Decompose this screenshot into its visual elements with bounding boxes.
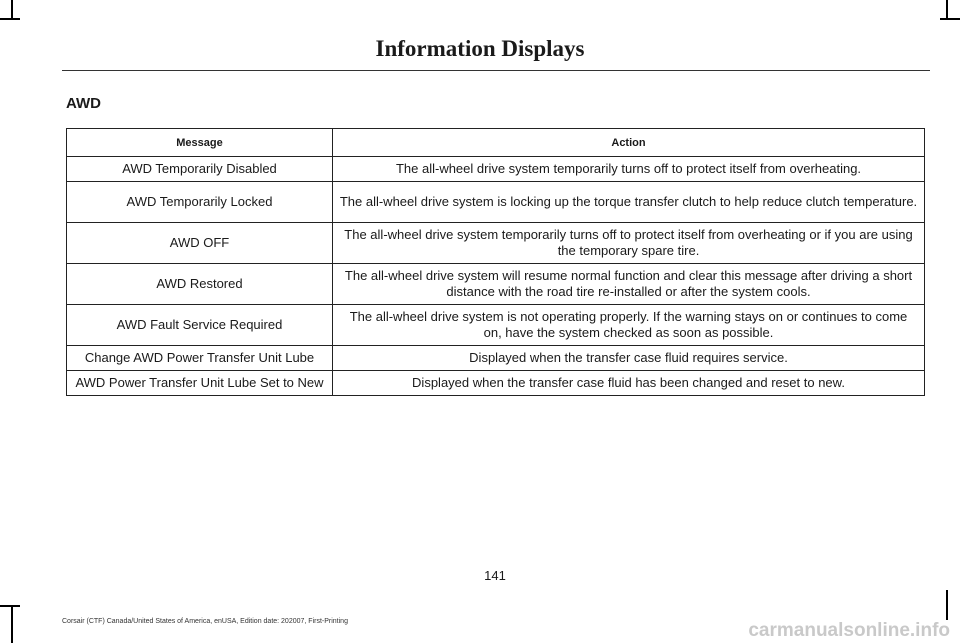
column-header-action: Action xyxy=(333,129,925,157)
action-cell: The all-wheel drive system is locking up the torque transfer clutch to help reduce clutch temperature. xyxy=(333,182,925,223)
action-cell: The all-wheel drive system temporarily turns off to protect itself from overheating or if you are using the temporary spare tire. xyxy=(333,223,925,264)
section-heading: AWD xyxy=(66,95,101,112)
table-row xyxy=(67,346,925,371)
table-row xyxy=(67,157,925,182)
awd-messages-table xyxy=(66,128,925,396)
table-header-row xyxy=(67,129,925,157)
crop-mark-bottom-right-vertical xyxy=(946,590,948,620)
watermark: carmanualsonline.info xyxy=(748,620,950,641)
action-cell: The all-wheel drive system temporarily turns off to protect itself from overheating. xyxy=(333,157,925,182)
action-cell: The all-wheel drive system will resume normal function and clear this message after driving a short distance with the road tire re-installed or after the system cools. xyxy=(333,264,925,305)
title-divider xyxy=(62,70,930,71)
message-cell: AWD Restored xyxy=(67,264,333,305)
message-cell: AWD OFF xyxy=(67,223,333,264)
action-cell: Displayed when the transfer case fluid requires service. xyxy=(333,346,925,371)
message-cell: AWD Power Transfer Unit Lube Set to New xyxy=(67,371,333,396)
page-title: Information Displays xyxy=(375,36,585,61)
table-row xyxy=(67,305,925,346)
crop-mark-top-left-horizontal xyxy=(0,18,20,20)
crop-mark-bottom-left-horizontal xyxy=(0,605,20,607)
crop-mark-top-left-vertical xyxy=(11,0,13,20)
column-header-message: Message xyxy=(67,129,333,157)
edition-footer: Corsair (CTF) Canada/United States of America, enUSA, Edition date: 202007, First-Printing xyxy=(62,618,348,625)
table-row xyxy=(67,182,925,223)
crop-mark-bottom-left-vertical xyxy=(11,605,13,643)
message-cell: AWD Fault Service Required xyxy=(67,305,333,346)
table-row xyxy=(67,223,925,264)
message-cell: AWD Temporarily Disabled xyxy=(67,157,333,182)
message-cell: Change AWD Power Transfer Unit Lube xyxy=(67,346,333,371)
crop-mark-top-right-vertical xyxy=(946,0,948,20)
crop-mark-top-right-horizontal xyxy=(940,18,960,20)
page-number: 141 xyxy=(484,568,506,583)
table-row xyxy=(67,371,925,396)
action-cell: Displayed when the transfer case fluid has been changed and reset to new. xyxy=(333,371,925,396)
action-cell: The all-wheel drive system is not operating properly. If the warning stays on or continues to come on, have the system checked as soon as possible. xyxy=(333,305,925,346)
message-cell: AWD Temporarily Locked xyxy=(67,182,333,223)
table-row xyxy=(67,264,925,305)
